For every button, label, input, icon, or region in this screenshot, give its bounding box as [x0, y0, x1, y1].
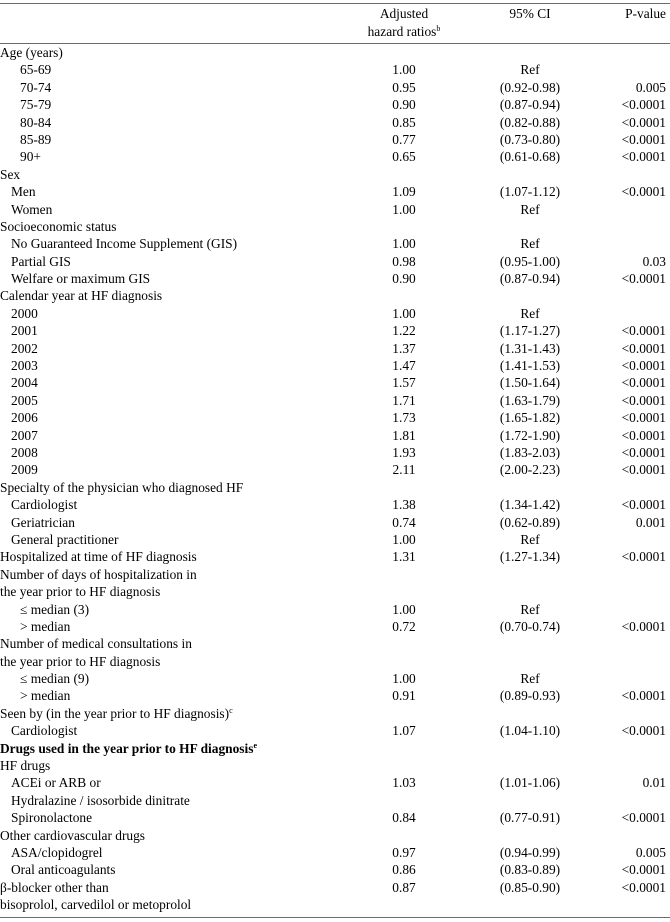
p-value-cell: <0.0001 [621, 323, 666, 339]
ci-cell: Ref [520, 671, 540, 687]
ci-cell: (1.27-1.34) [499, 549, 561, 565]
p-value-cell: <0.0001 [621, 862, 666, 878]
row-label-text: 2008 [11, 444, 38, 460]
row-label [11, 809, 92, 826]
p-value-cell: <0.0001 [621, 618, 666, 634]
row-label-text: 2009 [11, 462, 38, 478]
table-row [0, 479, 670, 496]
p-value-cell: <0.0001 [621, 879, 666, 895]
p-value-cell: <0.0001 [621, 723, 666, 739]
row-label-text: 2005 [11, 392, 38, 408]
row-label [20, 79, 51, 96]
p-value-cell: <0.0001 [621, 358, 666, 374]
table-row [0, 827, 670, 844]
row-label [20, 148, 41, 165]
ci-cell: (0.77-0.91) [499, 810, 561, 826]
table-row [0, 531, 670, 548]
row-label-footnote: e [253, 740, 258, 750]
row-label [20, 114, 51, 131]
hazard-ratio-cell: 0.90 [392, 97, 416, 113]
row-label-text: 80-84 [20, 114, 52, 130]
row-label [0, 287, 162, 304]
row-label-text: 90+ [20, 149, 41, 165]
row-label [11, 270, 150, 287]
row-label-text: Hospitalized at time of HF diagnosis [0, 549, 197, 565]
ci-cell: (0.85-0.90) [499, 879, 561, 895]
table-row [0, 653, 670, 670]
hazard-ratio-cell: 1.93 [392, 444, 416, 460]
p-value-cell: <0.0001 [621, 810, 666, 826]
row-label-text: Sex [0, 166, 21, 182]
hazard-ratio-cell: 0.90 [392, 271, 416, 287]
ci-cell: (0.62-0.89) [499, 514, 561, 530]
table-row [0, 392, 670, 409]
table-row [0, 514, 670, 531]
table-row [0, 61, 670, 78]
hazard-ratio-cell: 1.00 [392, 305, 416, 321]
hazard-ratio-cell: 1.57 [392, 375, 416, 391]
row-label [11, 444, 38, 461]
hazard-ratio-cell: 1.07 [392, 723, 416, 739]
table-row [0, 96, 670, 113]
table-row [0, 635, 670, 652]
row-label [11, 201, 52, 218]
header-p-value: P-value [625, 6, 666, 21]
row-label [11, 461, 38, 478]
p-value-cell: <0.0001 [621, 97, 666, 113]
hazard-ratio-cell: 0.95 [392, 79, 416, 95]
table-row [0, 235, 670, 252]
hazard-ratio-cell: 1.73 [392, 410, 416, 426]
row-label-text: Number of medical consultations in [0, 636, 192, 652]
hazard-ratio-cell: 0.72 [392, 618, 416, 634]
hazard-ratio-cell: 1.31 [392, 549, 416, 565]
ci-cell: Ref [520, 305, 540, 321]
hazard-ratio-cell: 1.00 [392, 671, 416, 687]
table-row [0, 253, 670, 270]
row-label-text: ASA/clopidogrel [11, 844, 103, 860]
row-label-text: 85-89 [20, 131, 52, 147]
header-95-ci: 95% CI [509, 6, 551, 21]
table-row [0, 722, 670, 739]
hazard-ratio-cell: 0.97 [392, 844, 416, 860]
p-value-cell: <0.0001 [621, 271, 666, 287]
header-hr-line2: hazard ratios [367, 24, 437, 39]
table-row [0, 114, 670, 131]
row-label-text: Cardiologist [11, 497, 78, 513]
row-label [11, 722, 77, 739]
p-value-cell: <0.0001 [621, 184, 666, 200]
row-label [11, 305, 38, 322]
row-label-text: Age (years) [0, 45, 63, 60]
hazard-ratio-cell: 1.81 [392, 427, 416, 443]
table-row [0, 131, 670, 148]
ci-cell: (1.17-1.27) [499, 323, 561, 339]
ci-cell: (1.01-1.06) [499, 775, 561, 791]
row-label [20, 670, 89, 687]
table-row [0, 79, 670, 96]
table-row [0, 322, 670, 339]
p-value-cell: 0.001 [635, 514, 666, 530]
row-label [11, 357, 38, 374]
row-label-text: No Guaranteed Income Supplement (GIS) [11, 236, 238, 252]
ci-cell: Ref [520, 531, 540, 547]
table-header [0, 5, 670, 43]
row-label-text: the year prior to HF diagnosis [0, 584, 161, 600]
row-label [20, 96, 51, 113]
row-label [0, 896, 191, 913]
p-value-cell: <0.0001 [621, 427, 666, 443]
row-label-text: Socioeconomic status [0, 218, 117, 234]
p-value-cell: <0.0001 [621, 114, 666, 130]
ci-cell: (1.34-1.42) [499, 497, 561, 513]
p-value-cell: 0.005 [635, 79, 666, 95]
ci-cell: (0.83-0.89) [499, 862, 561, 878]
table-row [0, 444, 670, 461]
row-label-text: Welfare or maximum GIS [11, 271, 151, 287]
ci-cell: (0.70-0.74) [499, 618, 561, 634]
hazard-ratio-cell: 0.74 [392, 514, 416, 530]
table-row [0, 896, 670, 913]
row-label-text: Partial GIS [11, 253, 71, 269]
row-label [0, 166, 20, 183]
hazard-ratio-cell: 1.03 [392, 775, 416, 791]
row-label-text: Men [11, 184, 36, 200]
hazard-ratio-cell: 2.11 [392, 462, 416, 478]
ci-cell: Ref [520, 601, 540, 617]
p-value-cell: 0.005 [635, 844, 666, 860]
row-label-text: 2004 [11, 375, 38, 391]
p-value-cell: 0.03 [642, 253, 666, 269]
ci-cell: (1.07-1.12) [499, 184, 561, 200]
row-label [11, 514, 75, 531]
row-label-text: Other cardiovascular drugs [0, 827, 146, 843]
row-label-text: bisoprolol, carvedilol or metoprolol [0, 897, 192, 913]
p-value-cell: <0.0001 [621, 497, 666, 513]
hazard-ratio-cell: 1.00 [392, 201, 416, 217]
row-label-footnote: c [229, 705, 233, 715]
row-label [11, 392, 38, 409]
row-label [0, 757, 50, 774]
table-row [0, 148, 670, 165]
table-row [0, 409, 670, 426]
row-label-text: ≤ median (3) [20, 601, 90, 617]
row-label [11, 844, 103, 861]
table-row [0, 774, 670, 791]
row-label-text: ACEi or ARB or [11, 775, 101, 791]
row-label-text: 2000 [11, 305, 38, 321]
table-row [0, 809, 670, 826]
ci-cell: (0.95-1.00) [499, 253, 561, 269]
row-label [11, 774, 101, 791]
table-row [0, 357, 670, 374]
table-row [0, 44, 670, 61]
table-row [0, 670, 670, 687]
row-label [11, 496, 77, 513]
row-label [11, 183, 36, 200]
row-label [0, 705, 233, 722]
table-row [0, 287, 670, 304]
table-row [0, 548, 670, 565]
hazard-ratio-cell: 0.86 [392, 862, 416, 878]
table-row [0, 844, 670, 861]
hazard-ratio-cell: 0.65 [392, 149, 416, 165]
row-label [11, 531, 118, 548]
row-label-text: Women [11, 201, 53, 217]
p-value-cell: <0.0001 [621, 444, 666, 460]
table-row [0, 340, 670, 357]
row-label [11, 374, 38, 391]
row-label-text: Calendar year at HF diagnosis [0, 288, 163, 304]
row-label [20, 131, 51, 148]
table-row [0, 740, 670, 757]
ci-cell: (1.72-1.90) [499, 427, 561, 443]
table-row [0, 183, 670, 200]
row-label-text: 2001 [11, 323, 38, 339]
ci-cell: (0.87-0.94) [499, 97, 561, 113]
table-bottom-rule [0, 917, 670, 918]
row-label-text: 70-74 [20, 79, 52, 95]
hazard-ratio-cell: 1.00 [392, 601, 416, 617]
p-value-cell: <0.0001 [621, 410, 666, 426]
ci-cell: (1.50-1.64) [499, 375, 561, 391]
hazard-ratio-cell: 1.00 [392, 236, 416, 252]
row-label-text: Geriatrician [11, 514, 75, 530]
row-label [0, 44, 63, 61]
row-label-text: 2002 [11, 340, 38, 356]
table-row [0, 879, 670, 896]
p-value-cell: <0.0001 [621, 392, 666, 408]
p-value-cell: <0.0001 [621, 340, 666, 356]
ci-cell: (0.89-0.93) [499, 688, 561, 704]
hazard-ratio-cell: 1.37 [392, 340, 416, 356]
row-label-text: General practitioner [11, 531, 119, 547]
header-hr-footnote: b [436, 24, 441, 33]
hazard-ratio-cell: 1.38 [392, 497, 416, 513]
ci-cell: (1.31-1.43) [499, 340, 561, 356]
ci-cell: (0.61-0.68) [499, 149, 561, 165]
row-label [11, 235, 237, 252]
p-value-cell: <0.0001 [621, 688, 666, 704]
ci-cell: (0.87-0.94) [499, 271, 561, 287]
row-label-text: 75-79 [20, 97, 52, 113]
row-label-text: 65-69 [20, 62, 52, 78]
hazard-ratio-cell: 1.09 [392, 184, 416, 200]
ci-cell: (2.00-2.23) [499, 462, 561, 478]
table-row [0, 861, 670, 878]
row-label-text: β-blocker other than [0, 879, 109, 895]
ci-cell: (1.83-2.03) [499, 444, 561, 460]
ci-cell: (0.82-0.88) [499, 114, 561, 130]
row-label [0, 827, 145, 844]
row-label-text: 2003 [11, 358, 38, 374]
row-label-text: Hydralazine / isosorbide dinitrate [11, 792, 190, 808]
row-label-text: the year prior to HF diagnosis [0, 653, 161, 669]
row-label [11, 427, 38, 444]
row-label [20, 618, 70, 635]
row-label [11, 861, 115, 878]
ci-cell: (1.63-1.79) [499, 392, 561, 408]
row-label [20, 61, 51, 78]
row-label-text: 2007 [11, 427, 38, 443]
ci-cell: (1.04-1.10) [499, 723, 561, 739]
header-hr-line1: Adjusted [379, 6, 429, 21]
table-row [0, 427, 670, 444]
row-label [0, 653, 160, 670]
p-value-cell: <0.0001 [621, 149, 666, 165]
hazard-ratio-cell: 0.85 [392, 114, 416, 130]
table-row [0, 792, 670, 809]
row-label-text: 2006 [11, 410, 38, 426]
p-value-cell: <0.0001 [621, 375, 666, 391]
table-row [0, 461, 670, 478]
table-row [0, 166, 670, 183]
row-label [20, 601, 89, 618]
hazard-ratio-cell: 0.87 [392, 879, 416, 895]
row-label [11, 409, 38, 426]
table-body [0, 44, 670, 914]
hazard-ratio-cell: 0.84 [392, 810, 416, 826]
ci-cell: Ref [520, 236, 540, 252]
row-label [0, 879, 109, 896]
row-label [0, 635, 192, 652]
row-label-text: Cardiologist [11, 723, 78, 739]
hazard-ratio-cell: 1.47 [392, 358, 416, 374]
row-label [11, 792, 190, 809]
hazard-ratio-cell: 1.00 [392, 531, 416, 547]
p-value-cell: 0.01 [642, 775, 666, 791]
row-label [0, 566, 197, 583]
table-row [0, 374, 670, 391]
table-row [0, 218, 670, 235]
ci-cell: (0.92-0.98) [499, 79, 561, 95]
p-value-cell: <0.0001 [621, 131, 666, 147]
ci-cell: Ref [520, 201, 540, 217]
ci-cell: (1.65-1.82) [499, 410, 561, 426]
row-label [11, 253, 71, 270]
row-label [0, 548, 197, 565]
row-label [0, 583, 160, 600]
ci-cell: (0.73-0.80) [499, 131, 561, 147]
table-row [0, 687, 670, 704]
table-row [0, 201, 670, 218]
row-label [0, 740, 257, 757]
hazard-ratio-cell: 0.98 [392, 253, 416, 269]
hazard-ratio-cell: 0.77 [392, 131, 416, 147]
row-label-text: Spironolactone [11, 810, 93, 826]
table-row [0, 305, 670, 322]
table-row [0, 496, 670, 513]
header-adjusted-hazard-ratios [345, 5, 463, 41]
hazard-ratio-cell: 0.91 [392, 688, 416, 704]
table-row [0, 618, 670, 635]
row-label [11, 340, 38, 357]
table-row [0, 757, 670, 774]
row-label-text: > median [20, 688, 71, 704]
row-label [11, 322, 38, 339]
row-label-text: HF drugs [0, 758, 51, 774]
row-label-text: Specialty of the physician who diagnosed HF [0, 479, 244, 495]
hazard-ratio-cell: 1.71 [392, 392, 416, 408]
hazard-ratio-cell: 1.00 [392, 62, 416, 78]
row-label [20, 687, 70, 704]
ci-cell: Ref [520, 62, 540, 78]
p-value-cell: <0.0001 [621, 549, 666, 565]
ci-cell: (0.94-0.99) [499, 844, 561, 860]
row-label-text: Seen by (in the year prior to HF diagnosis) [0, 705, 230, 721]
table-row [0, 583, 670, 600]
p-value-cell: <0.0001 [621, 462, 666, 478]
row-label-text: ≤ median (9) [20, 671, 90, 687]
hazard-ratio-cell: 1.22 [392, 323, 416, 339]
row-label-text: Number of days of hospitalization in [0, 566, 197, 582]
table-row [0, 705, 670, 722]
row-label-text: Oral anticoagulants [11, 862, 116, 878]
row-label [0, 218, 116, 235]
row-label-text: > median [20, 618, 71, 634]
row-label [0, 479, 243, 496]
table-row [0, 270, 670, 287]
table-top-rule [0, 3, 670, 4]
table-row [0, 601, 670, 618]
table-row [0, 566, 670, 583]
row-label-text: Drugs used in the year prior to HF diagnosis [0, 740, 254, 756]
ci-cell: (1.41-1.53) [499, 358, 561, 374]
